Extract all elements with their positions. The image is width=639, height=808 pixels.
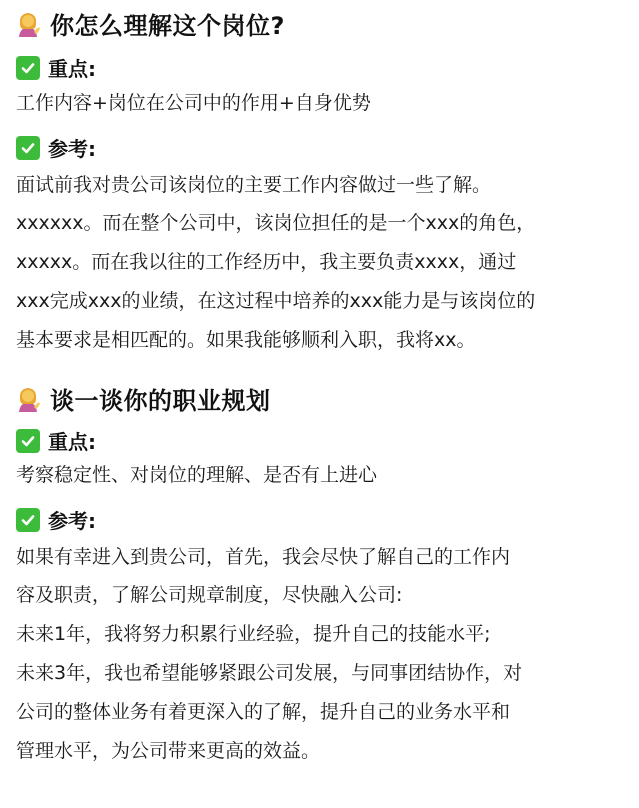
section2-ref-line: 容及职责，了解公司规章制度，尽快融入公司:	[16, 584, 403, 606]
section1-key-label-row	[16, 53, 96, 82]
woman-tipping-hand-icon	[14, 385, 42, 413]
section1-heading	[14, 6, 285, 41]
section2-ref-line: 公司的整体业务有着更深入的了解，提升自己的业务水平和	[16, 701, 511, 723]
check-mark-button-icon	[16, 56, 40, 80]
section2-title: 谈一谈你的职业规划	[50, 387, 271, 415]
section2-key-label: 重点:	[48, 430, 96, 454]
check-mark-button-icon	[16, 508, 40, 532]
section1-ref-label: 参考:	[48, 137, 96, 161]
section2-ref-label-row	[16, 505, 96, 534]
section2-key-text: 考察稳定性、对岗位的理解、是否有上进心	[16, 464, 378, 486]
check-mark-button-icon	[16, 136, 40, 160]
section1-ref-line: xxxxxx。而在整个公司中，该岗位担任的是一个xxx的角色，	[16, 212, 536, 234]
section1-key-label: 重点:	[48, 57, 96, 81]
section1-ref-line: 基本要求是相匹配的。如果我能够顺利入职，我将xx。	[16, 329, 476, 351]
section2-ref-line: 如果有幸进入到贵公司，首先，我会尽快了解自己的工作内	[16, 546, 511, 568]
section2-ref-line: 管理水平，为公司带来更高的效益。	[16, 740, 321, 762]
section2-ref-line: 未来1年，我将努力积累行业经验，提升自己的技能水平;	[16, 623, 491, 645]
section2-key-label-row	[16, 426, 96, 455]
section1-ref-line: xxxxx。而在我以往的工作经历中，我主要负责xxxx，通过	[16, 251, 517, 273]
check-mark-button-icon	[16, 429, 40, 453]
section1-title: 你怎么理解这个岗位?	[50, 12, 285, 40]
section1-ref-line: xxx完成xxx的业绩，在这过程中培养的xxx能力是与该岗位的	[16, 290, 536, 312]
section2-ref-line: 未来3年，我也希望能够紧跟公司发展，与同事团结协作，对	[16, 662, 523, 684]
section1-ref-label-row	[16, 133, 96, 162]
section2-heading	[14, 381, 271, 416]
section2-ref-label: 参考:	[48, 509, 96, 533]
woman-tipping-hand-icon	[14, 10, 42, 38]
section1-key-text: 工作内容+岗位在公司中的作用+自身优势	[16, 92, 371, 114]
section1-ref-line: 面试前我对贵公司该岗位的主要工作内容做过一些了解。	[16, 174, 492, 196]
